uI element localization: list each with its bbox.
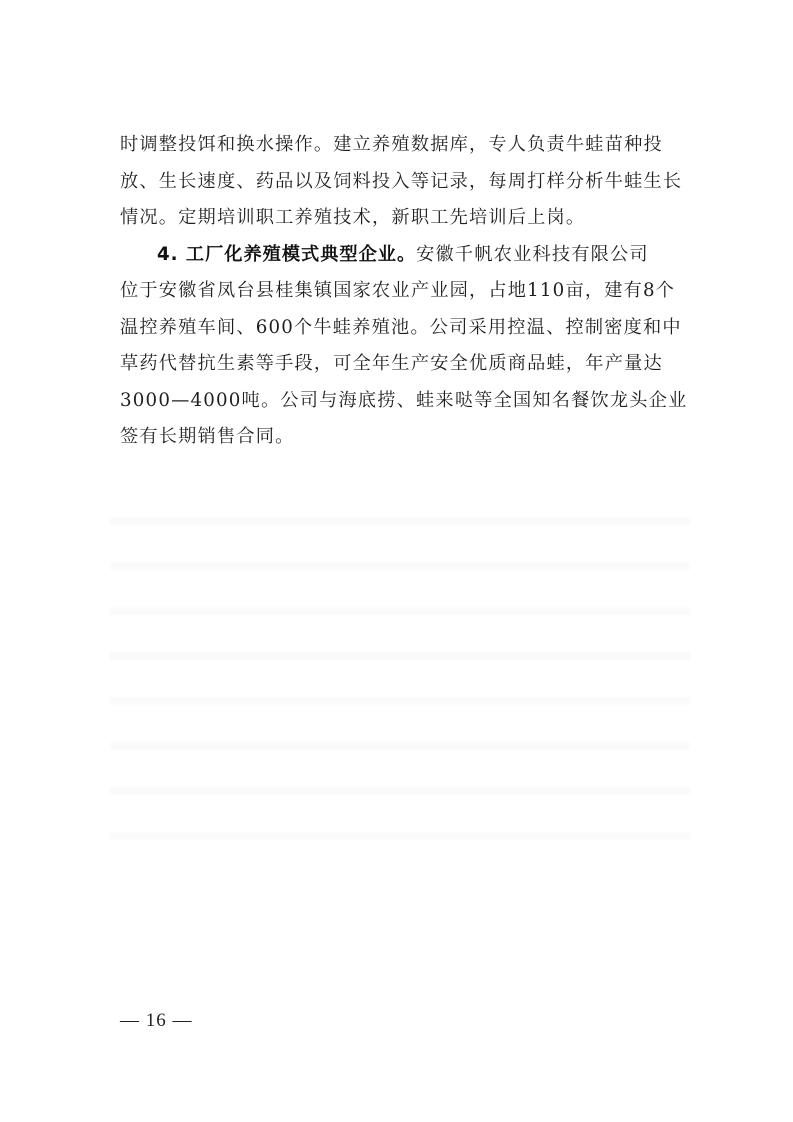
text-line: 放、生长速度、药品以及饲料投入等记录，每周打样分析牛蛙生长 — [120, 170, 683, 192]
text-line: 情况。定期培训职工养殖技术，新职工先培训后上岗。 — [120, 207, 586, 228]
paragraph-2 — [120, 237, 688, 456]
text-line: 位于安徽省凤台县桂集镇国家农业产业园，占地110亩，建有8个 — [120, 280, 676, 301]
body-text — [120, 127, 688, 456]
paper-show-through — [110, 492, 690, 852]
text-line: 签有长期销售合同。 — [120, 426, 295, 447]
page-number: — 16 — — [120, 1010, 193, 1031]
text-line: 3000—4000吨。公司与海底捞、蛙来哒等全国知名餐饮龙头企业 — [120, 389, 688, 411]
text-span: 安徽千帆农业科技有限公司 — [416, 243, 649, 265]
text-line: 温控养殖车间、600个牛蛙养殖池。公司采用控温、控制密度和中 — [120, 316, 682, 338]
text-line — [120, 237, 680, 274]
paragraph-1 — [120, 127, 683, 237]
text-line: 草药代替抗生素等手段，可全年生产安全优质商品蛙，年产量达 — [120, 353, 663, 374]
section-heading: 4. 工厂化养殖模式典型企业。 — [157, 243, 417, 265]
text-line: 时调整投饵和换水操作。建立养殖数据库，专人负责牛蛙苗种投 — [120, 134, 663, 155]
